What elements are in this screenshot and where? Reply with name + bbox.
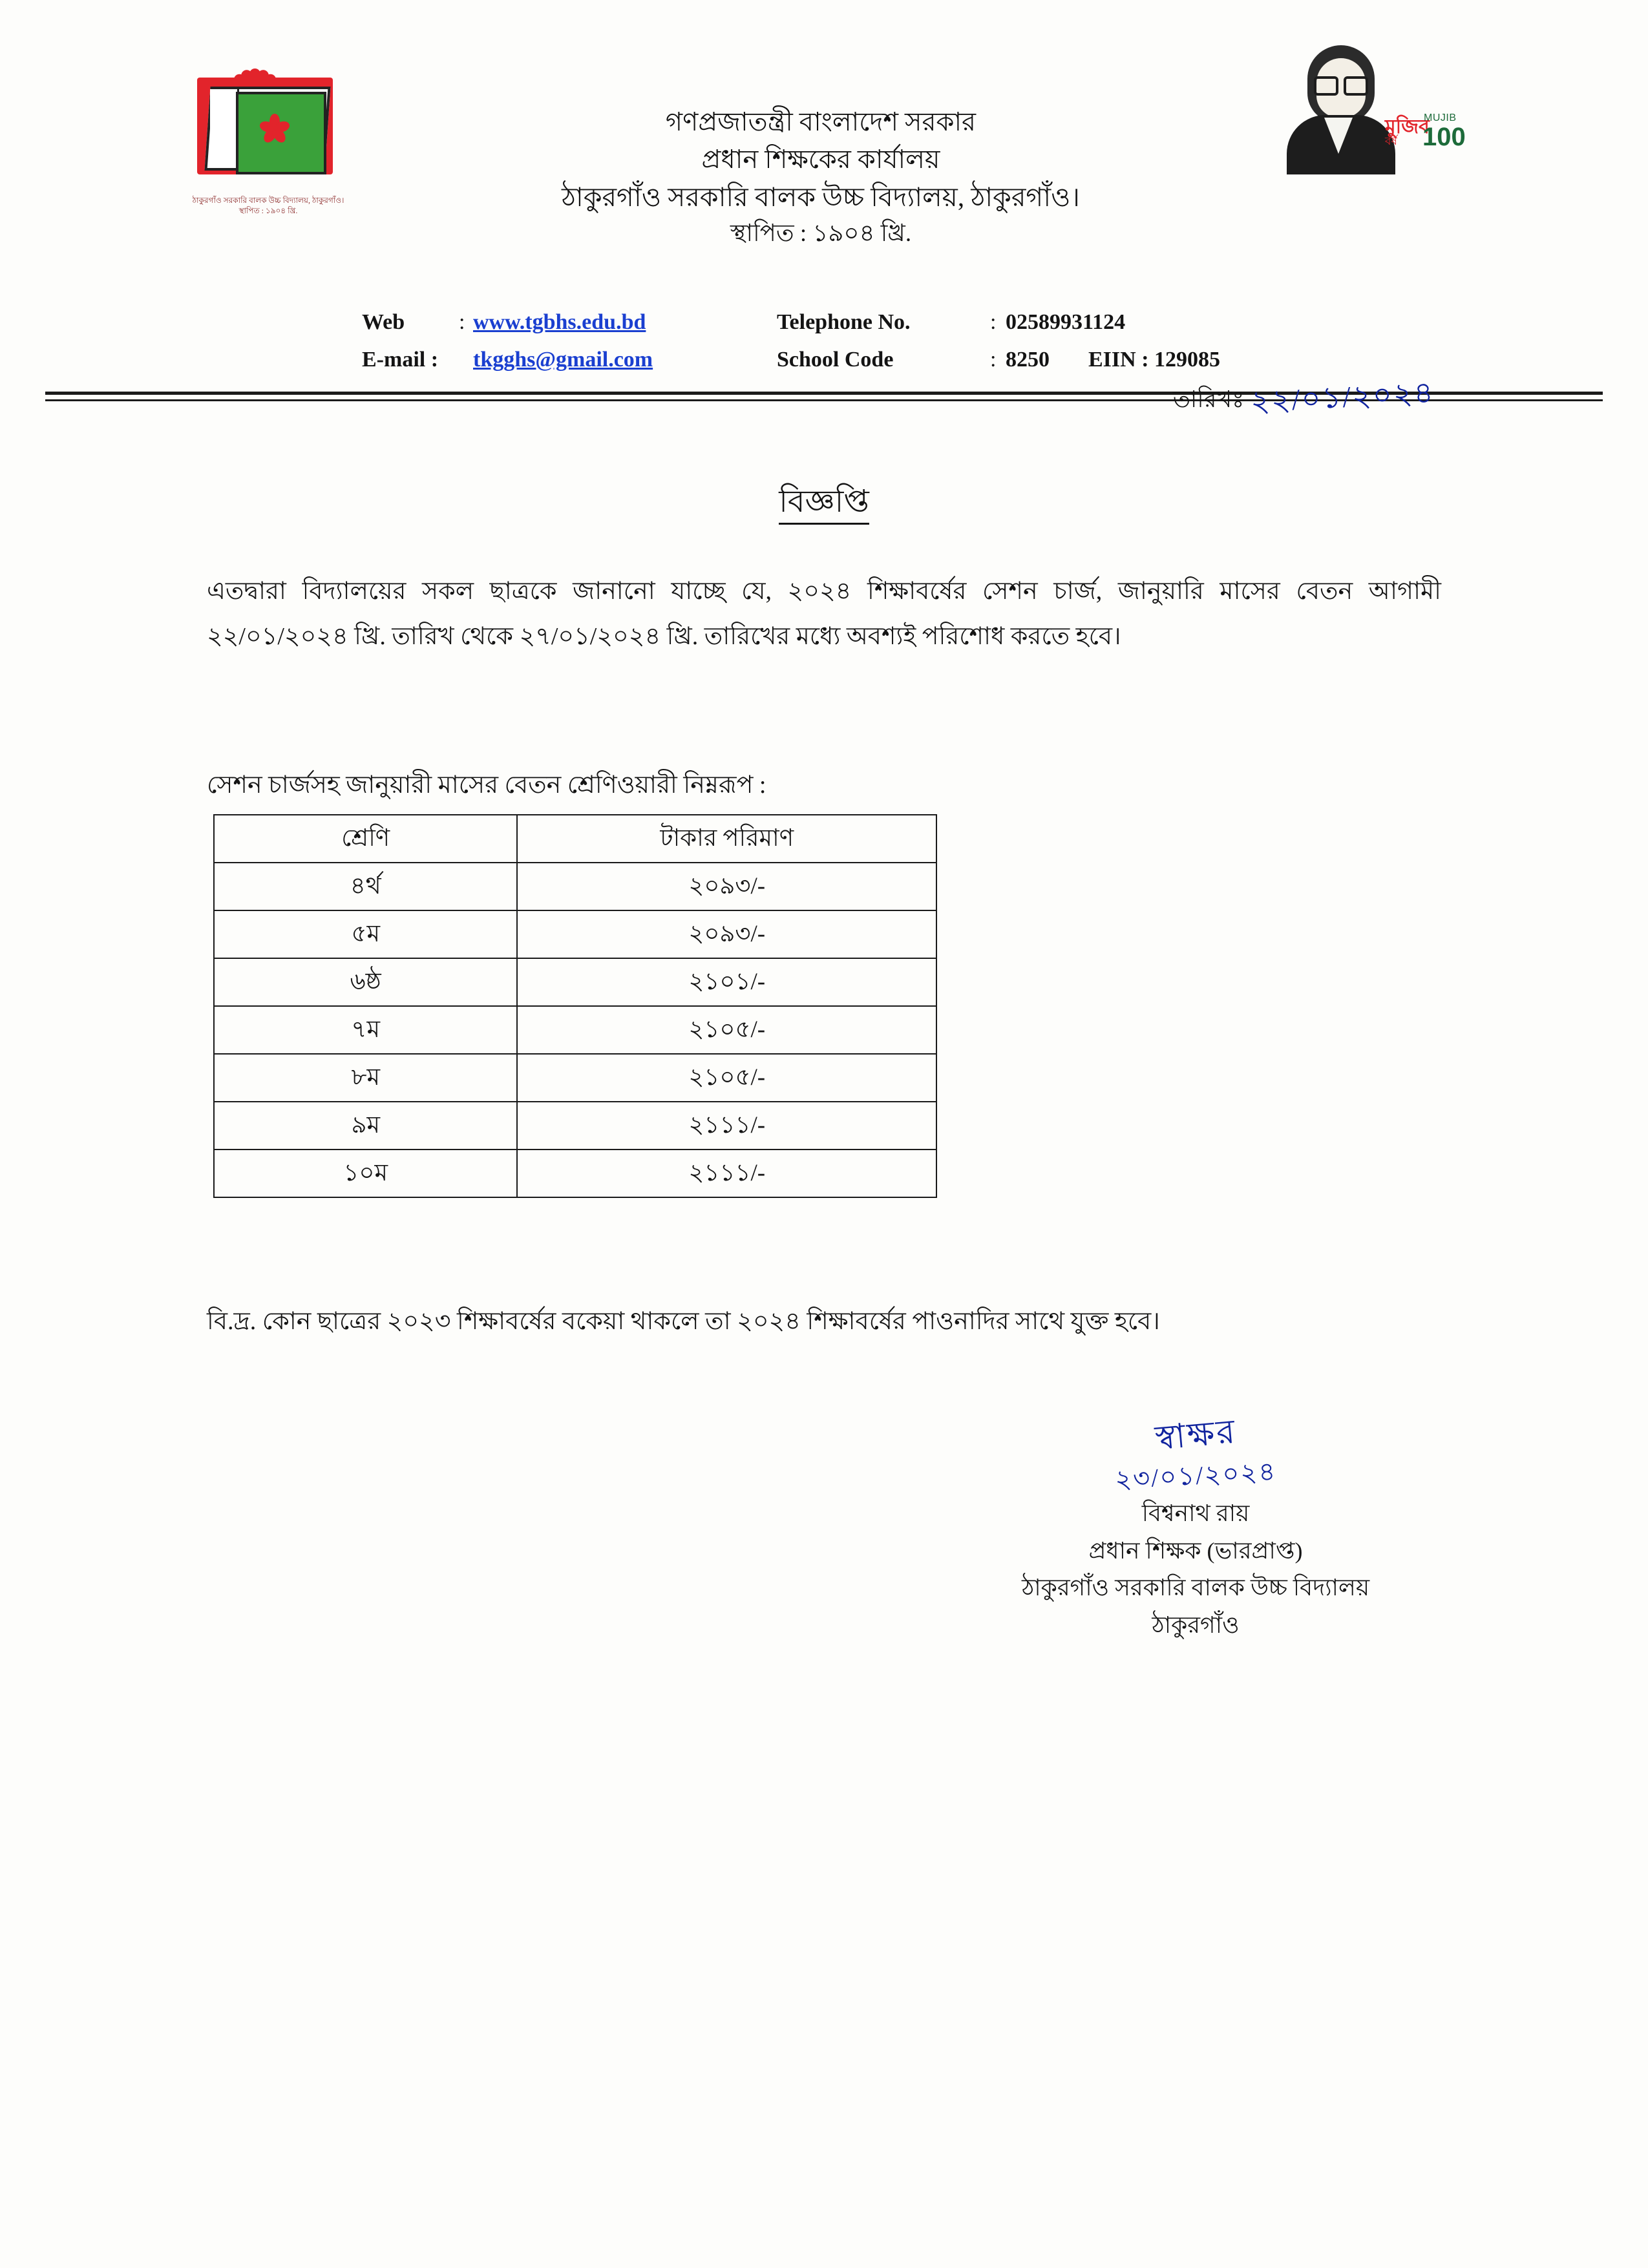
cell-class: ৮ম: [214, 1054, 517, 1102]
email-link[interactable]: tkgghs@gmail.com: [473, 348, 653, 372]
signature-date: ২৩/০১/২০২৪: [1114, 1456, 1278, 1495]
flower-icon: [259, 114, 290, 145]
cell-amount: ২১১১/-: [517, 1150, 936, 1197]
notice-paragraph-3: বি.দ্র. কোন ছাত্রের ২০২৩ শিক্ষাবর্ষের বকেয়া থাকলে তা ২০২৪ শিক্ষাবর্ষের পাওনাদির সাথে যুক্ত হবে।: [207, 1308, 1160, 1335]
table-header-amount: টাকার পরিমাণ: [517, 815, 936, 863]
table-header-row: [214, 815, 936, 863]
fees-table: [213, 814, 937, 1198]
table-row: [214, 910, 936, 958]
table-row: [214, 958, 936, 1006]
notice-paragraph-2: সেশন চার্জসহ জানুয়ারী মাসের বেতন শ্রেণিওয়ারী নিম্নরূপ :: [207, 772, 766, 799]
email-label: E-mail :: [362, 348, 439, 372]
org-line-1: গণপ্রজাতন্ত্রী বাংলাদেশ সরকার: [665, 107, 977, 136]
org-line-2: প্রধান শিক্ষকের কার্যালয়: [701, 145, 940, 174]
cell-amount: ২০৯৩/-: [517, 863, 936, 910]
school-code-label: School Code: [777, 348, 894, 372]
table-row: [214, 1054, 936, 1102]
website-link[interactable]: www.tgbhs.edu.bd: [473, 310, 646, 334]
cell-class: ৫ম: [214, 910, 517, 958]
school-logo-caption: ঠাকুরগাঁও সরকারি বালক উচ্চ বিদ্যালয়, ঠাকুরগাঁও। স্থাপিত : ১৯০৪ খ্রি.: [192, 196, 344, 216]
telephone-label: Telephone No.: [777, 310, 911, 334]
document-header: [0, 32, 1648, 372]
cell-amount: ২১০১/-: [517, 958, 936, 1006]
mujib-100-label: 100: [1422, 123, 1466, 151]
mujib-en-label: MUJIB: [1424, 112, 1457, 123]
school-logo: [184, 45, 352, 226]
cell-class: ৭ম: [214, 1006, 517, 1054]
signatory-designation: প্রধান শিক্ষক (ভারপ্রাপ্ত): [1088, 1537, 1303, 1564]
cell-class: ৬ষ্ঠ: [214, 958, 517, 1006]
date-label: তারিখঃ: [1172, 386, 1245, 412]
book-icon: [197, 63, 336, 189]
telephone-value: 02589931124: [1006, 310, 1126, 334]
cell-class: ৯ম: [214, 1102, 517, 1150]
bangabandhu-portrait-icon: [1276, 39, 1399, 174]
org-line-3: ঠাকুরগাঁও সরকারি বালক উচ্চ বিদ্যালয়, ঠাকুরগাঁও।: [562, 182, 1080, 212]
contact-block: [362, 310, 1461, 385]
table-row: [214, 1006, 936, 1054]
mujib-bn-label: মুজিব: [1385, 116, 1430, 138]
date-line: [1173, 375, 1435, 424]
signatory-school: ঠাকুরগাঁও সরকারি বালক উচ্চ বিদ্যালয়: [1021, 1575, 1370, 1601]
borsho-bn-label: বর্ষ: [1385, 135, 1397, 147]
cell-amount: ২১০৫/-: [517, 1054, 936, 1102]
signatory-name: বিশ্বনাথ রায়: [1141, 1500, 1250, 1526]
school-code-colon: :: [990, 348, 997, 372]
web-label: Web: [362, 310, 405, 334]
contact-row-web: [362, 310, 1461, 348]
signature-block: [905, 1409, 1486, 1644]
signature-handwriting: স্বাক্ষর: [1154, 1413, 1239, 1458]
notice-paragraph-1: এতদ্বারা বিদ্যালয়ের সকল ছাত্রকে জানানো যাচ্ছে যে, ২০২৪ শিক্ষাবর্ষের সেশন চার্জ, জানুয়ারি মাসের বেতন আগামী ২২/০১/২০২৪ খ্রি. তারিখ থেকে ২৭/০১/২০২৪ খ্রি. তারিখের মধ্যে অবশ্যই পরিশোধ করতে হবে।: [207, 578, 1441, 651]
table-row: [214, 1102, 936, 1150]
table-row: [214, 863, 936, 910]
org-line-4: স্থাপিত : ১৯০৪ খ্রি.: [730, 220, 912, 247]
cell-amount: ২১০৫/-: [517, 1006, 936, 1054]
mujib-borsho-logo: [1270, 39, 1464, 200]
notice-title-text: বিজ্ঞপ্তি: [779, 485, 869, 525]
table-header-class: শ্রেণি: [214, 815, 517, 863]
eiin-value: EIIN : 129085: [1088, 348, 1221, 372]
date-handwritten-value: ২২/০১/২০২৪: [1249, 375, 1435, 419]
web-colon: :: [459, 310, 465, 334]
table-row: [214, 1150, 936, 1197]
signatory-place: ঠাকুরগাঁও: [1152, 1612, 1240, 1638]
cell-amount: ২১১১/-: [517, 1102, 936, 1150]
cell-class: ৪র্থ: [214, 863, 517, 910]
telephone-colon: :: [990, 310, 997, 334]
page-title: [0, 478, 1648, 529]
school-code-value: 8250: [1006, 348, 1050, 372]
cell-class: ১০ম: [214, 1150, 517, 1197]
header-heading-block: [362, 103, 1280, 251]
cell-amount: ২০৯৩/-: [517, 910, 936, 958]
